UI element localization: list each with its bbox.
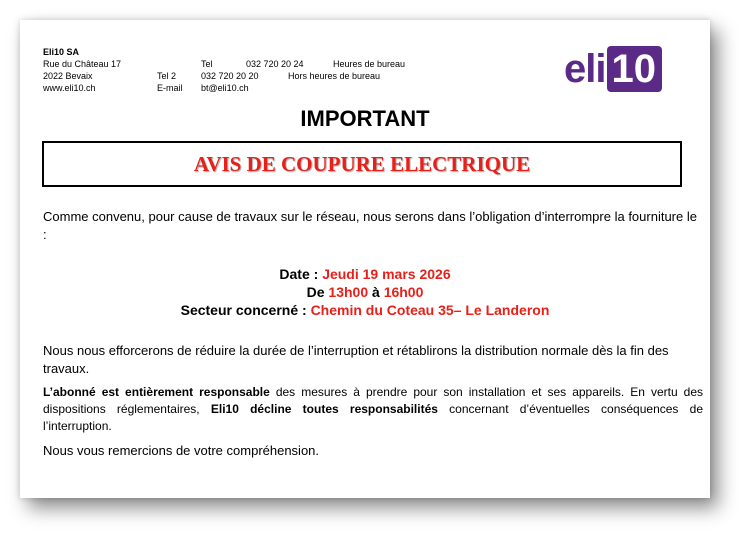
subscriber-responsibility: L’abonné est entièrement responsable	[43, 385, 270, 399]
responsibility-paragraph	[43, 384, 703, 435]
company-address	[43, 46, 121, 94]
sector-value: Chemin du Coteau 35– Le Landeron	[310, 302, 550, 318]
effort-paragraph: Nous nous efforcerons de réduire la durée de l’interruption et rétablirons la distribution normale dès la fin des travaux.	[43, 343, 669, 376]
logo-number-box: 10	[607, 46, 662, 92]
logo-text: eli	[564, 47, 606, 91]
time-to-label: à	[372, 284, 380, 300]
company-city: 2022 Bevaix	[43, 71, 93, 81]
company-name: Eli10 SA	[43, 47, 80, 57]
time-from-label: De	[306, 284, 325, 300]
date-value: Jeudi 19 mars 2026	[322, 266, 451, 282]
contact-values	[201, 70, 259, 94]
eli10-disclaimer: Eli10 décline toutes responsabilités	[210, 402, 438, 416]
closing-line: Nous vous remercions de votre compréhension.	[43, 443, 320, 458]
company-street: Rue du Château 17	[43, 59, 122, 69]
tel2-note-wrap	[288, 70, 380, 82]
outage-title-banner: AVIS DE COUPURE ELECTRIQUE	[42, 141, 682, 187]
tel-note-wrap	[333, 58, 405, 70]
time-from: 13h00	[328, 284, 369, 300]
tel-number: 032 720 20 24	[246, 59, 304, 69]
responsibility-text-2: concernant d’éventuelles conséquences de l’interruption.	[43, 402, 703, 433]
responsibility-text-1: des mesures à prendre pour son installation et ses appareils. En vertu des dispositions réglementaires,	[43, 385, 703, 416]
date-label: Date :	[279, 266, 319, 282]
tel-label: Tel	[201, 59, 213, 69]
notice-document	[20, 20, 710, 498]
tel2-label: Tel 2	[157, 71, 177, 81]
company-website[interactable]: www.eli10.ch	[43, 83, 96, 93]
tel2-note: Hors heures de bureau	[288, 71, 381, 81]
sector-line	[20, 301, 710, 319]
sector-label: Secteur concerné :	[180, 302, 307, 318]
email-label: E-mail	[157, 83, 183, 93]
eli10-logo	[564, 46, 662, 92]
tel-number-wrap	[246, 58, 304, 70]
date-line	[20, 265, 710, 283]
email-address[interactable]: bt@eli10.ch	[201, 83, 249, 93]
intro-paragraph: Comme convenu, pour cause de travaux sur le réseau, nous serons dans l’obligation d’interrompre la fourniture le :	[43, 209, 697, 242]
tel-note: Heures de bureau	[333, 59, 406, 69]
important-heading: IMPORTANT	[300, 106, 430, 131]
contact-labels	[157, 58, 213, 70]
time-to: 16h00	[383, 284, 424, 300]
time-line	[20, 283, 710, 301]
contact-labels-2	[157, 70, 183, 94]
tel2-number: 032 720 20 20	[201, 71, 259, 81]
